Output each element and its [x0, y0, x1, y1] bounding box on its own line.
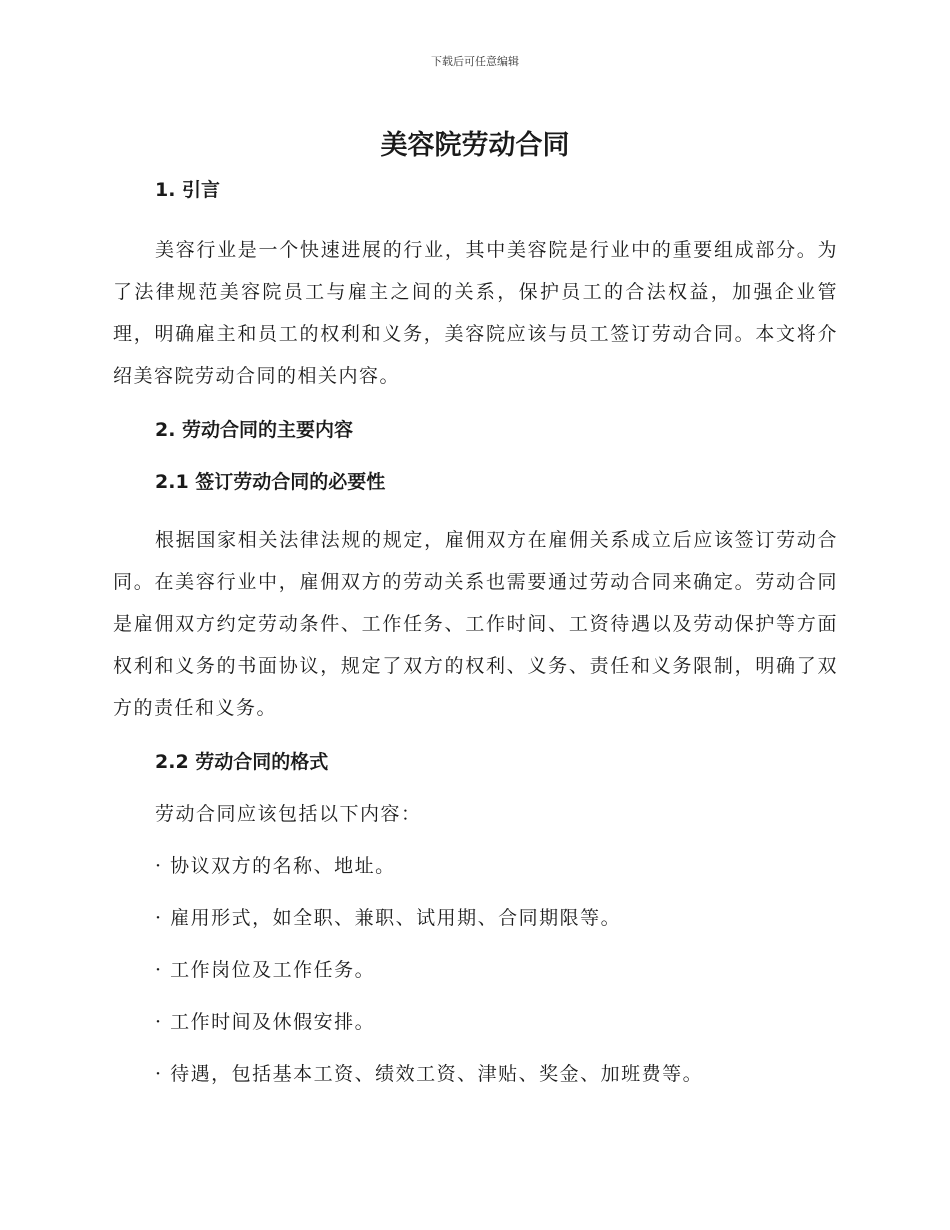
intro-paragraph: 美容行业是一个快速进展的行业，其中美容院是行业中的重要组成部分。为了法律规范美容院员工与雇主之间的关系，保护员工的合法权益，加强企业管理，明确雇主和员工的权利和义务，美容院应该与员工签订劳动合同。本文将介绍美容院劳动合同的相关内容。 [113, 239, 838, 387]
format-intro: 劳动合同应该包括以下内容： [155, 803, 422, 825]
section-heading-intro: 1. 引言 [155, 179, 221, 201]
list-item: · 工作时间及休假安排。 [155, 1011, 376, 1033]
section-heading-main: 2. 劳动合同的主要内容 [155, 419, 354, 441]
subsection-heading-format: 2.2 劳动合同的格式 [155, 751, 329, 773]
document-body [113, 170, 838, 1088]
list-item: · 协议双方的名称、地址。 [155, 855, 396, 877]
page-header-note: 下载后可任意编辑 [431, 55, 519, 68]
list-item: · 雇用形式，如全职、兼职、试用期、合同期限等。 [155, 907, 622, 929]
list-item: · 待遇，包括基本工资、绩效工资、津贴、奖金、加班费等。 [155, 1063, 704, 1085]
subsection-heading-necessity: 2.1 签订劳动合同的必要性 [155, 471, 386, 493]
document-title: 美容院劳动合同 [380, 130, 570, 161]
list-item: · 工作岗位及工作任务。 [155, 959, 376, 981]
necessity-paragraph: 根据国家相关法律法规的规定，雇佣双方在雇佣关系成立后应该签订劳动合同。在美容行业中，雇佣双方的劳动关系也需要通过劳动合同来确定。劳动合同是雇佣双方约定劳动条件、工作任务、工作时间、工资待遇以及劳动保护等方面权利和义务的书面协议，规定了双方的权利、义务、责任和义务限制，明确了双方的责任和义务。 [113, 529, 838, 719]
